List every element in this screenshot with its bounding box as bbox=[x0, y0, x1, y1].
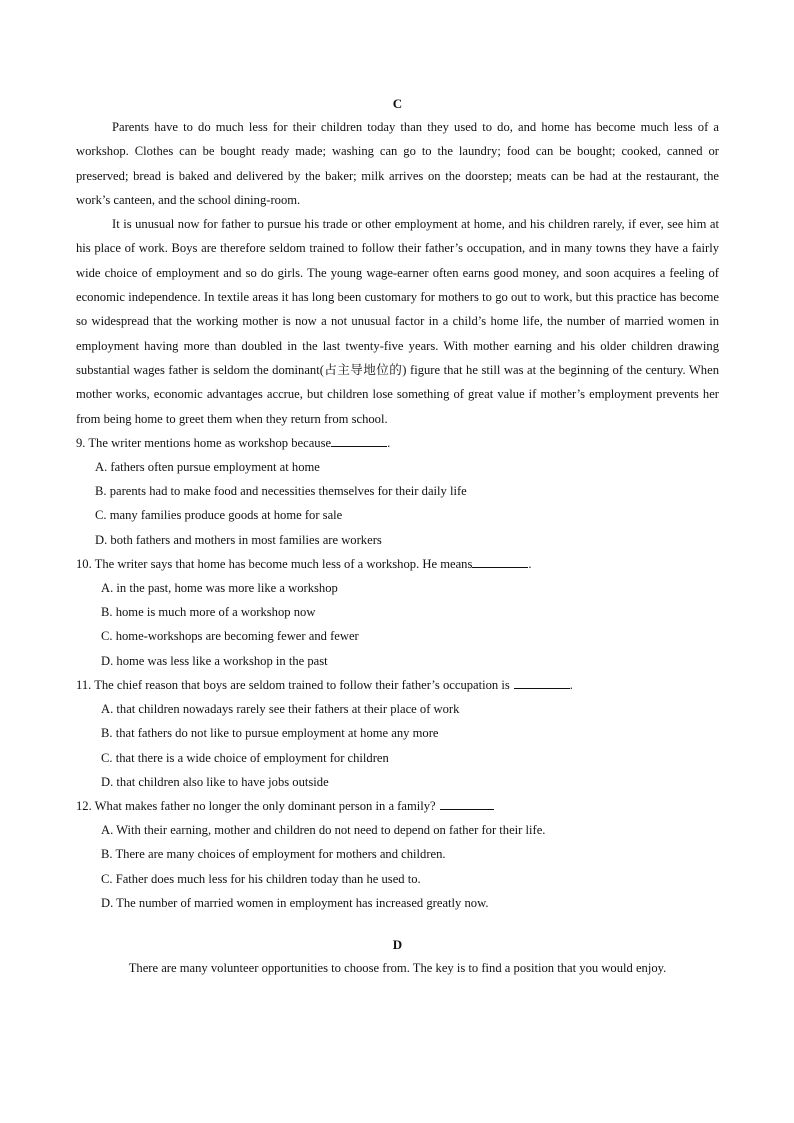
question-12-option-b: B. There are many choices of employment for mothers and children. bbox=[101, 847, 446, 862]
question-11-option-b: B. that fathers do not like to pursue employment at home any more bbox=[101, 726, 439, 741]
section-spacer bbox=[76, 915, 719, 934]
question-10-option-a: A. in the past, home was more like a workshop bbox=[101, 581, 338, 596]
answer-blank bbox=[514, 676, 570, 689]
document-page bbox=[76, 93, 719, 980]
question-stem bbox=[76, 794, 719, 818]
question-9-end-mark: . bbox=[387, 435, 391, 450]
question-12-option-d: D. The number of married women in employment has increased greatly now. bbox=[101, 895, 489, 910]
question-10-end-mark: . bbox=[528, 556, 532, 571]
question-12-option-c: C. Father does much less for his children today than he used to. bbox=[101, 871, 421, 886]
question-stem bbox=[76, 673, 719, 697]
question-11 bbox=[76, 673, 719, 794]
answer-blank bbox=[331, 434, 387, 447]
question-10-option-d: D. home was less like a workshop in the past bbox=[101, 653, 328, 668]
answer-blank bbox=[472, 555, 528, 568]
question-11-end-mark: . bbox=[569, 677, 573, 692]
question-9-stem: 9. The writer mentions home as workshop because bbox=[76, 435, 332, 450]
question-stem bbox=[76, 552, 719, 576]
question-12-stem: 12. What makes father no longer the only dominant person in a family? bbox=[76, 798, 436, 813]
question-10-option-c: C. home-workshops are becoming fewer and fewer bbox=[101, 629, 359, 644]
question-12 bbox=[76, 794, 719, 915]
question-11-stem: 11. The chief reason that boys are seldom trained to follow their father’s occupation is bbox=[76, 677, 510, 692]
question-10-stem: 10. The writer says that home has become much less of a workshop. He means bbox=[76, 556, 473, 571]
question-9-option-c: C. many families produce goods at home for sale bbox=[95, 508, 343, 523]
question-11-option-d: D. that children also like to have jobs outside bbox=[101, 774, 329, 789]
question-9-option-b: B. parents had to make food and necessities themselves for their daily life bbox=[95, 484, 467, 499]
question-9 bbox=[76, 431, 719, 552]
section-d-heading: D bbox=[392, 936, 403, 952]
passage-d-intro: There are many volunteer opportunities to choose from. The key is to find a position that you would enjoy. bbox=[128, 960, 667, 975]
question-12-option-a: A. With their earning, mother and children do not need to depend on father for their life. bbox=[101, 823, 546, 838]
question-11-option-c: C. that there is a wide choice of employment for children bbox=[101, 750, 389, 765]
question-9-option-d: D. both fathers and mothers in most families are workers bbox=[95, 532, 382, 547]
answer-blank bbox=[440, 797, 494, 810]
question-10 bbox=[76, 552, 719, 673]
section-c-heading: C bbox=[392, 96, 403, 111]
question-11-option-a: A. that children nowadays rarely see their fathers at their place of work bbox=[101, 702, 460, 717]
passage-c-paragraph-2: It is unusual now for father to pursue his trade or other employment at home, and his children rarely, if ever, see him at his place of work. Boys are therefore seldom trained to follow their father’s occupation, and in many towns they have a fairly wide choice of employment and so do girls. The young wage-earner often earns good money, and soon acquires a feeling of economic independence. In textile areas it has long been customary for mothers to go out to work, but this practice has become so widespread that the working mother is now a not unusual factor in a child’s home life, the number of married women in employment having more than doubled in the last twenty-five years. With mother earning and his older children drawing substantial wages father is seldom the dominant(占主导地位的) figure that he still was at the beginning of the century. When mother works, economic advantages accrue, but children lose something of great value if mother’s employment prevents her from being home to greet them when they return from school. bbox=[76, 217, 719, 426]
passage-c-paragraph-1: Parents have to do much less for their children today than they used to do, and home has become much less of a workshop. Clothes can be bought ready made; washing can go to the laundry; food can be bought; cooked, canned or preserved; bread is baked and delivered by the baker; milk arrives on the doorstep; meats can be had at the restaurant, the work’s canteen, and the school dining-room. bbox=[76, 120, 719, 207]
question-stem bbox=[76, 431, 719, 455]
question-9-option-a: A. fathers often pursue employment at home bbox=[95, 460, 320, 475]
question-10-option-b: B. home is much more of a workshop now bbox=[101, 605, 316, 620]
